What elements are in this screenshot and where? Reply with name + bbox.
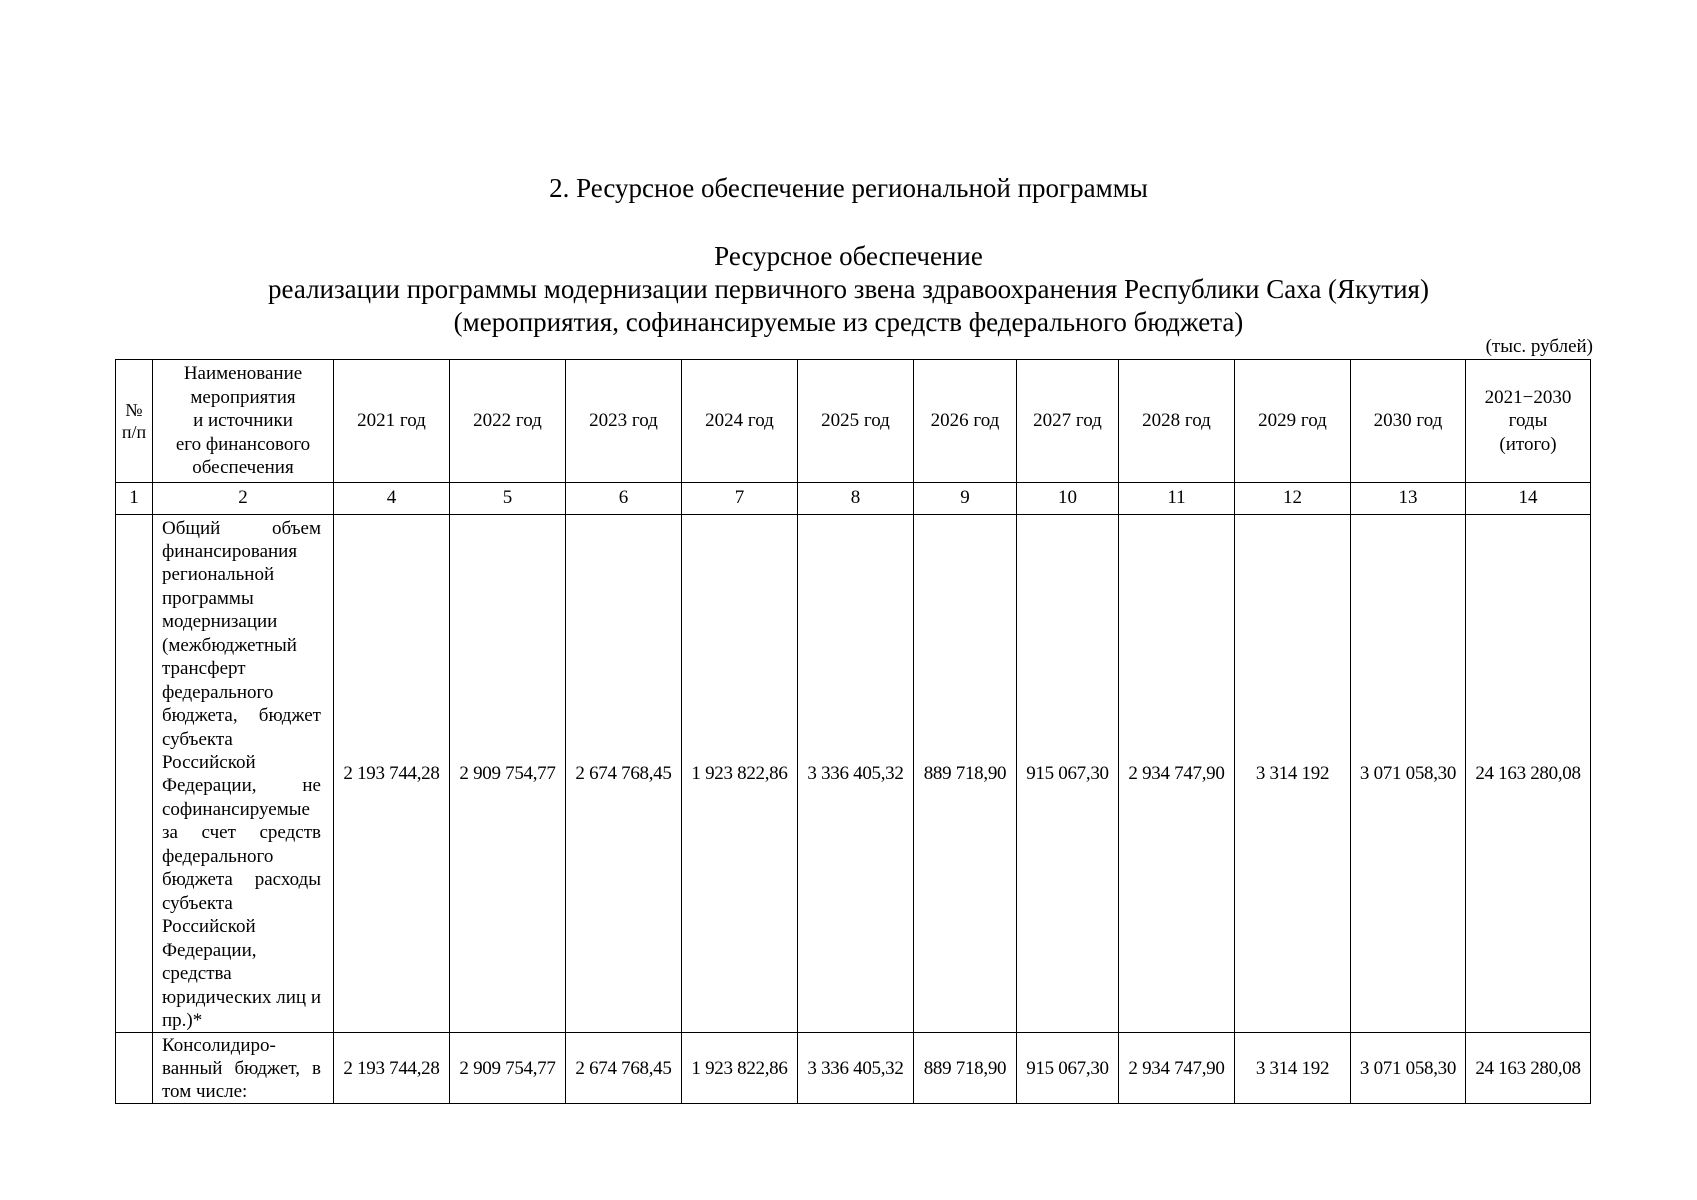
header-name-line: мероприятия	[190, 386, 296, 408]
row-number	[116, 514, 153, 1033]
table-row-total-funding	[116, 514, 1591, 1033]
value-2028: 2 934 747,90	[1119, 1033, 1235, 1104]
header-total-line: (итого)	[1499, 433, 1557, 455]
document-title-line-3: (мероприятия, софинансируемые из средств федерального бюджета)	[453, 307, 1244, 337]
row-label: Консолидиро-ванный бюджет, в том числе:	[153, 1033, 334, 1104]
value-2025: 3 336 405,32	[798, 1033, 914, 1104]
header-total-line: 2021−2030	[1484, 386, 1572, 408]
value-2029: 3 314 192	[1235, 514, 1351, 1033]
header-npp-line-2: п/п	[121, 421, 147, 442]
column-number-row	[116, 482, 1591, 514]
header-name-line: обеспечения	[192, 457, 294, 478]
header-name	[153, 360, 334, 483]
header-year-2024: 2024 год	[682, 360, 798, 483]
document-title-line-2: реализации программы модернизации первичного звена здравоохранения Республики Саха (Якутия)	[268, 274, 1429, 304]
header-year-2026: 2026 год	[914, 360, 1017, 483]
header-name-line: Наименование	[183, 363, 303, 384]
unit-note: (тыс. рублей)	[1485, 336, 1593, 357]
value-2023: 2 674 768,45	[566, 514, 682, 1033]
header-year-2022: 2022 год	[450, 360, 566, 483]
header-name-line: и источники	[193, 410, 293, 431]
header-year-2030: 2030 год	[1351, 360, 1466, 483]
value-2021: 2 193 744,28	[334, 514, 450, 1033]
column-number: 1	[116, 482, 153, 514]
column-number: 8	[798, 482, 914, 514]
section-title: 2. Ресурсное обеспечение региональной программы	[549, 173, 1148, 203]
column-number: 13	[1351, 482, 1466, 514]
value-2027: 915 067,30	[1017, 1033, 1119, 1104]
header-year-2025: 2025 год	[798, 360, 914, 483]
document-title	[0, 240, 1697, 339]
header-year-2028: 2028 год	[1119, 360, 1235, 483]
column-number: 4	[334, 482, 450, 514]
header-year-2027: 2027 год	[1017, 360, 1119, 483]
value-total: 24 163 280,08	[1466, 514, 1591, 1033]
header-total	[1466, 360, 1591, 483]
column-number: 9	[914, 482, 1017, 514]
column-number: 12	[1235, 482, 1351, 514]
value-2024: 1 923 822,86	[682, 1033, 798, 1104]
value-2022: 2 909 754,77	[450, 1033, 566, 1104]
value-2029: 3 314 192	[1235, 1033, 1351, 1104]
value-2027: 915 067,30	[1017, 514, 1119, 1033]
value-2022: 2 909 754,77	[450, 514, 566, 1033]
header-name-line: его финансового	[175, 433, 311, 455]
header-npp	[116, 360, 153, 483]
value-2026: 889 718,90	[914, 514, 1017, 1033]
header-total-line: годы	[1508, 410, 1548, 431]
column-number: 14	[1466, 482, 1591, 514]
funding-table	[115, 359, 1591, 1104]
row-label: Общий объем финансирования региональной программы модернизации (межбюджетный трансферт федерального бюджета, бюджет субъекта Российской Федерации, не софинансируемые за счет средств федерального бюджета расходы субъекта Российской Федерации, средства юридических лиц и пр.)*	[153, 514, 334, 1033]
value-2024: 1 923 822,86	[682, 514, 798, 1033]
header-row	[116, 360, 1591, 483]
header-npp-line-1: №	[125, 399, 143, 420]
header-year-2021: 2021 год	[334, 360, 450, 483]
document-title-line-1: Ресурсное обеспечение	[714, 241, 983, 271]
column-number: 2	[153, 482, 334, 514]
value-2030: 3 071 058,30	[1351, 1033, 1466, 1104]
value-2030: 3 071 058,30	[1351, 514, 1466, 1033]
row-number	[116, 1033, 153, 1104]
column-number: 6	[566, 482, 682, 514]
column-number: 11	[1119, 482, 1235, 514]
value-2026: 889 718,90	[914, 1033, 1017, 1104]
column-number: 7	[682, 482, 798, 514]
value-2028: 2 934 747,90	[1119, 514, 1235, 1033]
value-2023: 2 674 768,45	[566, 1033, 682, 1104]
column-number: 10	[1017, 482, 1119, 514]
header-year-2029: 2029 год	[1235, 360, 1351, 483]
value-2021: 2 193 744,28	[334, 1033, 450, 1104]
header-year-2023: 2023 год	[566, 360, 682, 483]
table-row-consolidated-budget	[116, 1033, 1591, 1104]
column-number: 5	[450, 482, 566, 514]
value-2025: 3 336 405,32	[798, 514, 914, 1033]
value-total: 24 163 280,08	[1466, 1033, 1591, 1104]
